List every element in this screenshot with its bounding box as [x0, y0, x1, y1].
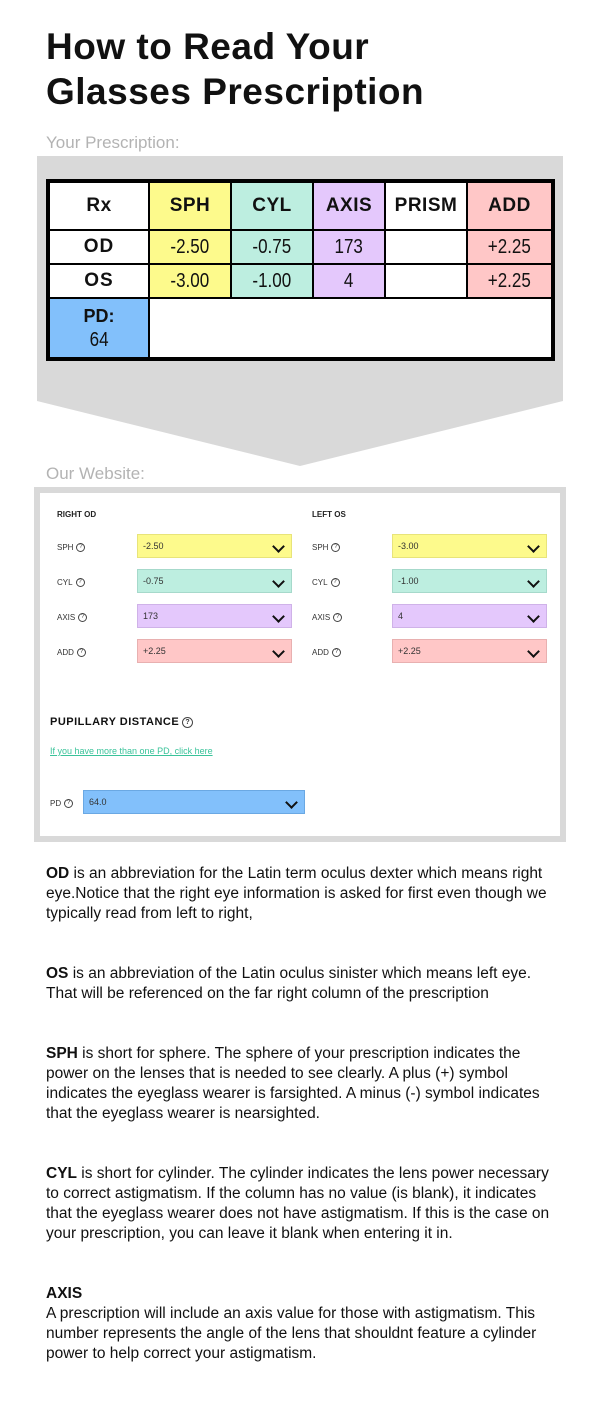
rx-header: Rx [48, 181, 149, 230]
right-add-label-text: ADD [57, 648, 74, 657]
left-axis-label [312, 613, 342, 622]
os-sph-cell [149, 264, 231, 298]
chevron-down-icon [527, 575, 540, 588]
right-sph-select[interactable] [137, 534, 292, 558]
os-add-cell [467, 264, 553, 298]
pupillary-distance-heading-text: PUPILLARY DISTANCE [50, 716, 180, 728]
os-label: OS [48, 264, 149, 298]
od-cyl-cell [231, 230, 313, 264]
od-axis-value: 173 [334, 235, 364, 258]
os-sph-value: -3.00 [170, 269, 210, 292]
axis-text: A prescription will include an axis value for those with astigmatism. This number represents the angle of the lens that shouldnt feature a cylinder power to help correct your astigmatism. [46, 1305, 537, 1362]
right-cyl-label-text: CYL [57, 578, 73, 587]
os-add-value: +2.25 [487, 269, 532, 292]
left-cyl-label-text: CYL [312, 578, 328, 587]
os-cyl-cell [231, 264, 313, 298]
left-axis-value: 4 [398, 611, 404, 621]
os-axis-value: 4 [344, 269, 354, 292]
od-row [48, 230, 553, 264]
right-add-value: +2.25 [143, 646, 166, 656]
left-axis-label-text: AXIS [312, 613, 331, 622]
od-add-value: +2.25 [487, 235, 532, 258]
chevron-down-icon [272, 610, 285, 623]
od-add-cell [467, 230, 553, 264]
title-line-1: How to Read Your [46, 26, 370, 67]
left-add-label-text: ADD [312, 648, 329, 657]
website-form-mockup [34, 487, 566, 842]
os-term: OS [46, 965, 69, 982]
chevron-down-icon [527, 540, 540, 553]
left-add-select[interactable] [392, 639, 547, 663]
left-add-value: +2.25 [398, 646, 421, 656]
pd-value: 64 [89, 329, 109, 351]
od-label: OD [48, 230, 149, 264]
left-sph-value: -3.00 [398, 541, 419, 551]
title-line-2: Glasses Prescription [46, 71, 425, 112]
od-sph-cell [149, 230, 231, 264]
pd-cell [48, 298, 149, 359]
od-axis-cell [313, 230, 385, 264]
right-od-title: RIGHT OD [57, 510, 97, 519]
left-sph-select[interactable] [392, 534, 547, 558]
prescription-table [46, 179, 555, 361]
right-cyl-value: -0.75 [143, 576, 164, 586]
cyl-header: CYL [231, 181, 313, 230]
right-cyl-select[interactable] [137, 569, 292, 593]
prism-header: PRISM [385, 181, 467, 230]
chevron-down-icon [527, 645, 540, 658]
os-row [48, 264, 553, 298]
od-description [46, 864, 556, 924]
right-sph-label [57, 543, 85, 552]
od-prism-cell [385, 230, 467, 264]
left-os-title: LEFT OS [312, 510, 346, 519]
os-axis-cell [313, 264, 385, 298]
os-prism-cell [385, 264, 467, 298]
help-icon[interactable]: ? [331, 543, 340, 552]
add-header: ADD [467, 181, 553, 230]
left-cyl-label [312, 578, 340, 587]
right-axis-label [57, 613, 87, 622]
your-prescription-label: Your Prescription: [46, 133, 180, 152]
pd-label: PD: [83, 306, 115, 326]
help-icon[interactable]: ? [76, 578, 85, 587]
pd-empty-cell [149, 298, 553, 359]
axis-term: AXIS [46, 1285, 83, 1302]
chevron-down-icon [527, 610, 540, 623]
od-term: OD [46, 865, 70, 882]
page-title [46, 24, 566, 114]
prescription-header-row [48, 181, 553, 230]
od-sph-value: -2.50 [170, 235, 210, 258]
chevron-down-icon [272, 575, 285, 588]
pd-field-label-text: PD [50, 799, 62, 808]
right-add-label [57, 648, 86, 657]
right-sph-value: -2.50 [143, 541, 164, 551]
pupillary-distance-heading [50, 716, 193, 728]
help-icon[interactable]: ? [333, 613, 342, 622]
multiple-pd-link[interactable]: If you have more than one PD, click here [50, 746, 213, 756]
cyl-term: CYL [46, 1165, 77, 1182]
pd-row [48, 298, 553, 359]
sph-term: SPH [46, 1045, 78, 1062]
pd-select-value: 64.0 [89, 797, 107, 807]
sph-description [46, 1044, 556, 1124]
cyl-text: is short for cylinder. The cylinder indicates the lens power necessary to correct astigmatism. If the column has no value (is blank), it indicates that the eyeglass wearer does not have astigmatism. If this is the case on your prescription, you can leave it blank when entering it in. [46, 1165, 550, 1242]
help-icon[interactable]: ? [64, 799, 73, 808]
sph-text: is short for sphere. The sphere of your prescription indicates the power on the lenses that is needed to see clearly. A plus (+) symbol indicates the eyeglass wearer is farsighted. A minus (-) symbol indicates that the eyeglass wearer is nearsighted. [46, 1045, 540, 1122]
left-cyl-value: -1.00 [398, 576, 419, 586]
chevron-down-icon [285, 796, 298, 809]
os-text: is an abbreviation of the Latin oculus sinister which means left eye. That will be referenced on the far right column of the prescription [46, 965, 532, 1002]
axis-description [46, 1284, 556, 1364]
help-icon[interactable]: ? [332, 648, 341, 657]
help-icon[interactable]: ? [78, 613, 87, 622]
os-cyl-value: -1.00 [252, 269, 292, 292]
od-cyl-value: -0.75 [252, 235, 292, 258]
right-sph-label-text: SPH [57, 543, 74, 552]
chevron-down-icon [272, 540, 285, 553]
od-text: is an abbreviation for the Latin term oculus dexter which means right eye.Notice that the right eye information is asked for first even though we typically read from left to right, [46, 865, 547, 922]
pd-field-label [50, 799, 73, 808]
left-cyl-select[interactable] [392, 569, 547, 593]
right-cyl-label [57, 578, 85, 587]
left-add-label [312, 648, 341, 657]
help-icon[interactable]: ? [182, 717, 193, 728]
cyl-description [46, 1164, 556, 1244]
right-add-select[interactable] [137, 639, 292, 663]
left-axis-select[interactable] [392, 604, 547, 628]
axis-header: AXIS [313, 181, 385, 230]
pd-select[interactable] [83, 790, 305, 814]
sph-header: SPH [149, 181, 231, 230]
help-icon[interactable]: ? [331, 578, 340, 587]
right-axis-select[interactable] [137, 604, 292, 628]
right-axis-value: 173 [143, 611, 159, 621]
chevron-down-icon [272, 645, 285, 658]
our-website-label: Our Website: [46, 464, 145, 483]
help-icon[interactable]: ? [76, 543, 85, 552]
left-sph-label-text: SPH [312, 543, 329, 552]
help-icon[interactable]: ? [77, 648, 86, 657]
right-axis-label-text: AXIS [57, 613, 76, 622]
left-sph-label [312, 543, 340, 552]
os-description [46, 964, 556, 1004]
